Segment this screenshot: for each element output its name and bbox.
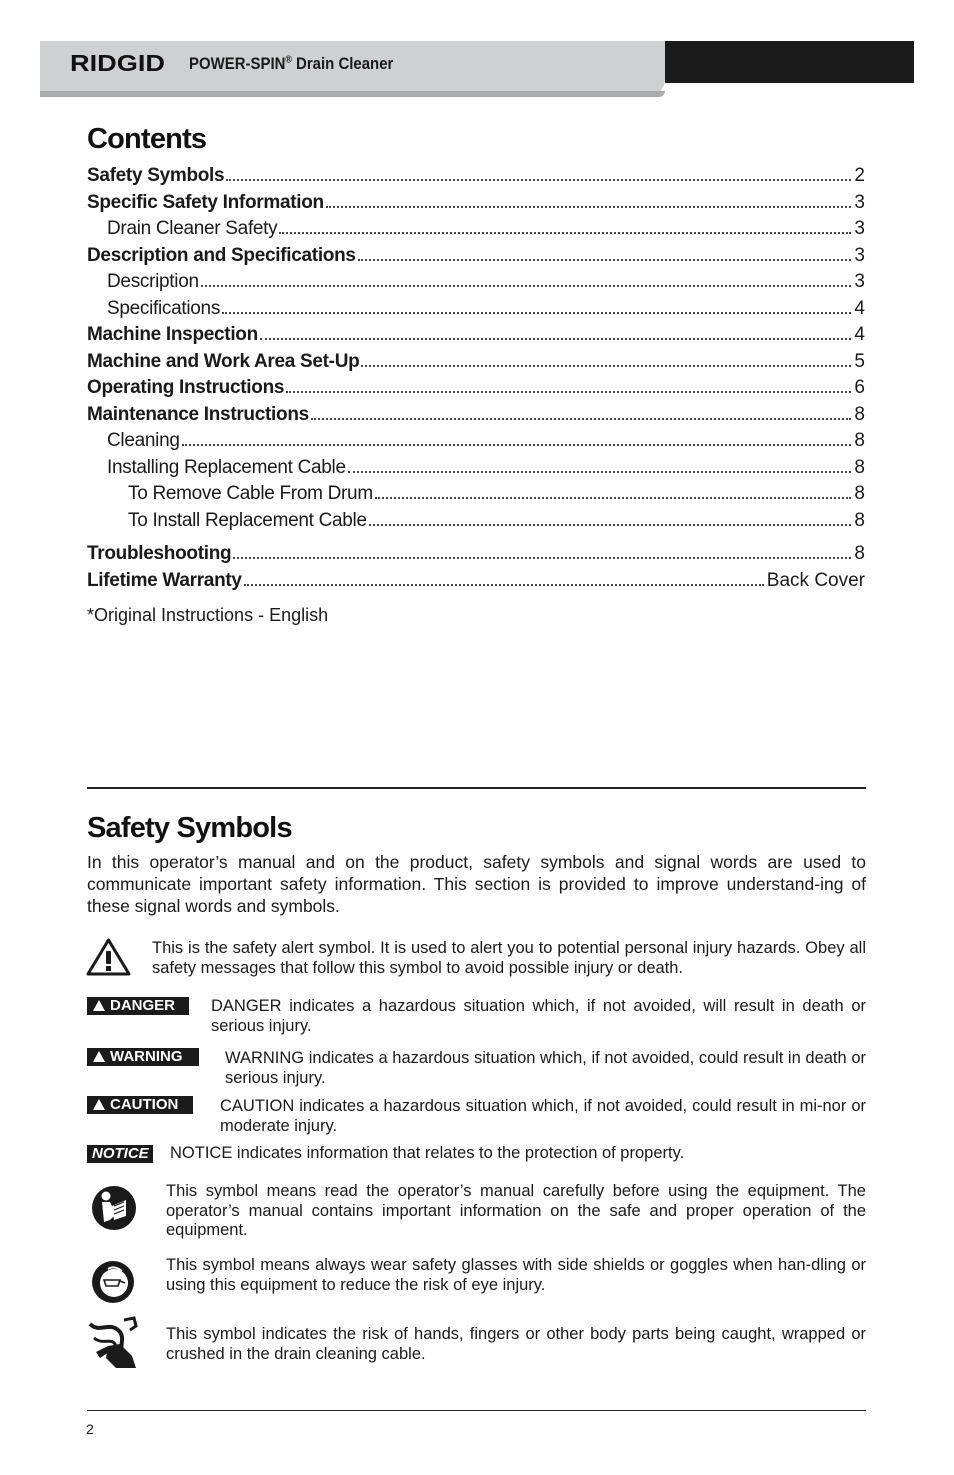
notice-description: NOTICE indicates information that relates to the protection of property.: [170, 1144, 685, 1162]
original-instructions-note: *Original Instructions - English: [87, 605, 329, 625]
safety-intro-paragraph: In this operator’s manual and on the product, safety symbols and signal words are used to communicate important safety information. This section is provided to improve understand-ing of these signal words and symbols.: [87, 852, 866, 916]
toc-entry[interactable]: Operating Instructions 6: [87, 377, 865, 398]
notice-badge: NOTICE: [87, 1145, 153, 1163]
toc-entry[interactable]: Description and Specifications 3: [87, 244, 865, 266]
toc-entry[interactable]: Drain Cleaner Safety 3: [107, 218, 865, 239]
header-black-tab: [665, 41, 914, 83]
warning-triangle-icon: [93, 1000, 105, 1011]
toc-entry[interactable]: Machine and Work Area Set-Up 5: [87, 350, 865, 372]
hand-entanglement-description: This symbol indicates the risk of hands, fingers or other body parts being caught, wrapped or crushed in the drain cleaning cable.: [166, 1325, 866, 1363]
toc-entry[interactable]: Specifications 4: [107, 297, 865, 319]
toc-entry[interactable]: Cleaning 8: [107, 430, 865, 451]
hand-entanglement-icon: [86, 1316, 138, 1370]
toc-entry[interactable]: Lifetime Warranty Back Cover: [87, 569, 865, 591]
page-number: 2: [86, 1421, 94, 1437]
contents-heading: Contents: [87, 123, 207, 155]
toc-entry[interactable]: Maintenance Instructions 8: [87, 403, 865, 425]
toc-entry[interactable]: Specific Safety Information 3: [87, 191, 865, 213]
toc-entry[interactable]: To Remove Cable From Drum 8: [128, 483, 865, 504]
warning-badge: WARNING: [87, 1048, 199, 1066]
toc-entry[interactable]: Troubleshooting 8: [87, 543, 865, 564]
warning-triangle-icon: [93, 1099, 105, 1110]
safety-alert-icon: [86, 938, 131, 976]
read-manual-icon: [90, 1184, 138, 1232]
danger-description: DANGER indicates a hazardous situation which, if not avoided, will result in death or serious injury.: [211, 997, 866, 1035]
safety-symbols-heading: Safety Symbols: [87, 812, 292, 844]
ridgid-logo: RIDGID: [70, 50, 165, 76]
read-manual-description: This symbol means read the operator’s manual carefully before using the equipment. The operator’s manual contains important information on the safe and proper operation of the equipment.: [166, 1182, 866, 1239]
caution-badge: CAUTION: [87, 1096, 193, 1114]
safety-glasses-icon: [90, 1259, 136, 1305]
toc-entry[interactable]: Installing Replacement Cable 8: [107, 456, 865, 478]
safety-glasses-description: This symbol means always wear safety glasses with side shields or goggles when han-dling or using this equipment to reduce the risk of eye injury.: [166, 1256, 866, 1294]
header-title: POWER-SPIN® Drain Cleaner: [189, 54, 394, 73]
footer-divider: [87, 1410, 866, 1411]
table-of-contents: [87, 163, 865, 594]
alert-description: This is the safety alert symbol. It is used to alert you to potential personal injury hazards. Obey all safety messages that follow this symbol to avoid possible injury or death.: [152, 939, 866, 977]
toc-entry[interactable]: Safety Symbols 2: [87, 165, 865, 186]
toc-entry[interactable]: Machine Inspection 4: [87, 324, 865, 345]
toc-entry[interactable]: Description 3: [107, 271, 865, 292]
warning-description: WARNING indicates a hazardous situation which, if not avoided, could result in death or serious injury.: [225, 1049, 866, 1087]
danger-badge: DANGER: [87, 997, 189, 1015]
section-divider: [87, 787, 866, 789]
toc-entry[interactable]: To Install Replacement Cable 8: [128, 509, 865, 531]
warning-triangle-icon: [93, 1051, 105, 1062]
caution-description: CAUTION indicates a hazardous situation which, if not avoided, could result in mi-nor or moderate injury.: [220, 1097, 866, 1135]
